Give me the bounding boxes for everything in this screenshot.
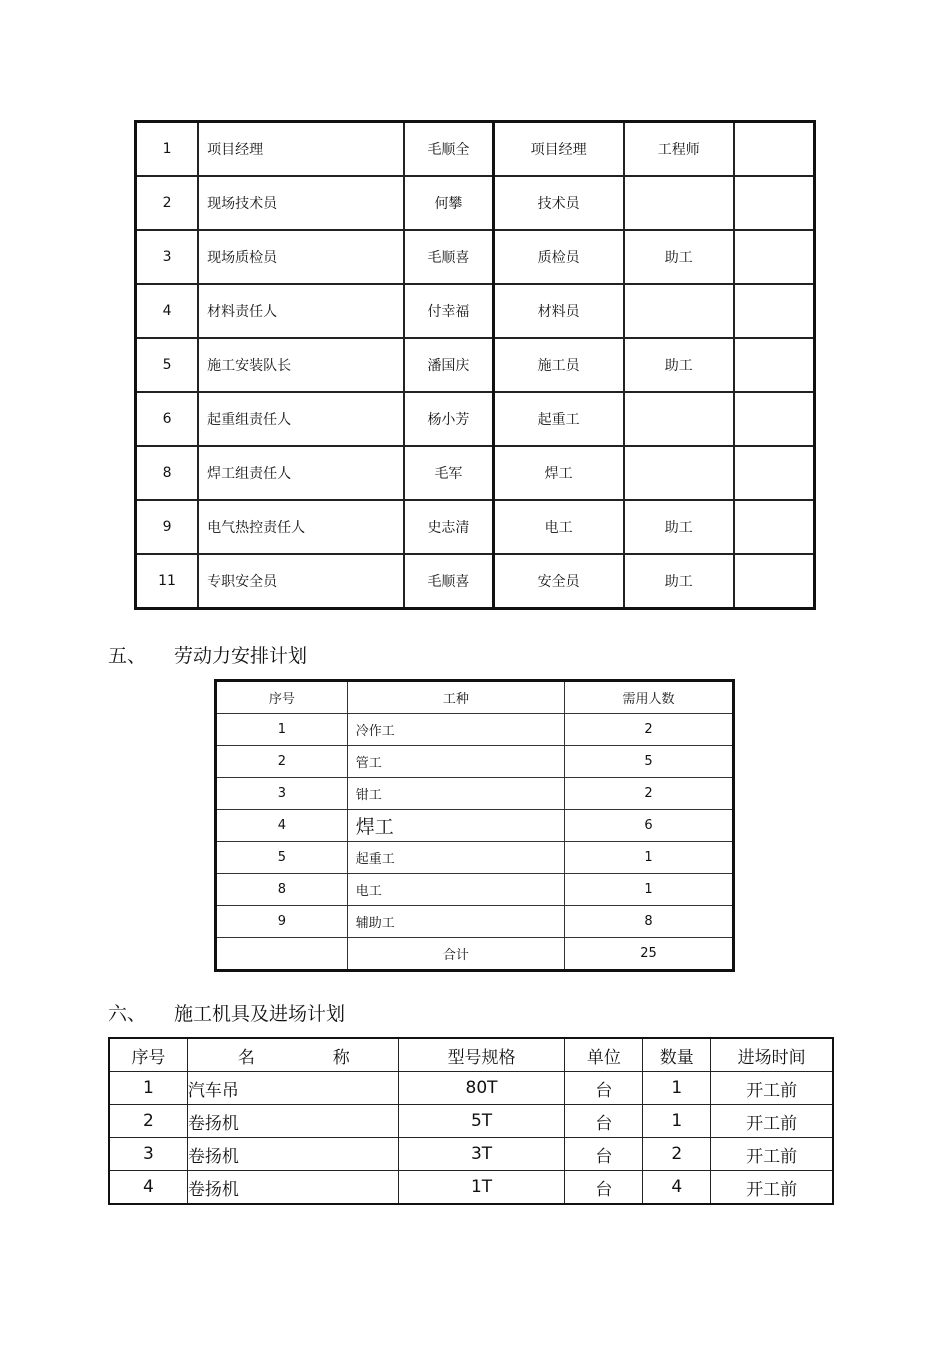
table-row bbox=[136, 176, 815, 230]
title-cell bbox=[624, 284, 734, 338]
note-cell bbox=[734, 122, 815, 177]
spec-cell: 1T bbox=[398, 1171, 565, 1205]
row-number: 3 bbox=[109, 1138, 187, 1171]
arrival-time-cell: 开工前 bbox=[711, 1171, 833, 1205]
note-cell bbox=[734, 230, 815, 284]
table-row bbox=[216, 714, 734, 746]
note-cell bbox=[734, 338, 815, 392]
table-row bbox=[109, 1072, 833, 1105]
total-label: 合计 bbox=[347, 938, 564, 971]
row-number: 2 bbox=[216, 746, 348, 778]
row-number: 3 bbox=[216, 778, 348, 810]
title-cell: 助工 bbox=[624, 338, 734, 392]
table-row bbox=[136, 392, 815, 446]
row-number: 8 bbox=[136, 446, 199, 500]
count-cell: 8 bbox=[564, 906, 733, 938]
arrival-time-cell: 开工前 bbox=[711, 1138, 833, 1171]
column-header: 单位 bbox=[565, 1038, 643, 1072]
equipment-name-cell: 卷扬机 bbox=[187, 1171, 398, 1205]
person-name-cell: 何攀 bbox=[404, 176, 493, 230]
quantity-cell: 2 bbox=[643, 1138, 711, 1171]
table-row bbox=[136, 284, 815, 338]
column-header: 序号 bbox=[216, 681, 348, 714]
person-name-cell: 毛军 bbox=[404, 446, 493, 500]
person-name-cell: 毛顺全 bbox=[404, 122, 493, 177]
section-title: 施工机具及进场计划 bbox=[174, 1003, 346, 1025]
note-cell bbox=[734, 284, 815, 338]
spec-cell: 5T bbox=[398, 1105, 565, 1138]
row-number: 1 bbox=[136, 122, 199, 177]
table-header-row bbox=[109, 1038, 833, 1072]
role-cell: 起重工 bbox=[493, 392, 624, 446]
note-cell bbox=[734, 392, 815, 446]
person-name-cell: 毛顺喜 bbox=[404, 230, 493, 284]
spec-cell: 80T bbox=[398, 1072, 565, 1105]
trade-cell: 钳工 bbox=[347, 778, 564, 810]
table-row bbox=[136, 122, 815, 177]
row-number: 9 bbox=[216, 906, 348, 938]
column-header: 序号 bbox=[109, 1038, 187, 1072]
count-cell: 2 bbox=[564, 714, 733, 746]
count-cell: 6 bbox=[564, 810, 733, 842]
note-cell bbox=[734, 554, 815, 609]
total-row bbox=[216, 938, 734, 971]
position-cell: 现场质检员 bbox=[198, 230, 404, 284]
table-row bbox=[216, 906, 734, 938]
position-cell: 起重组责任人 bbox=[198, 392, 404, 446]
title-cell bbox=[624, 392, 734, 446]
total-value: 25 bbox=[564, 938, 733, 971]
role-cell: 技术员 bbox=[493, 176, 624, 230]
count-cell: 5 bbox=[564, 746, 733, 778]
title-cell bbox=[624, 176, 734, 230]
table-row bbox=[136, 446, 815, 500]
column-header: 型号规格 bbox=[398, 1038, 565, 1072]
title-cell: 助工 bbox=[624, 230, 734, 284]
header-char: 称 bbox=[332, 1047, 350, 1068]
column-header: 工种 bbox=[347, 681, 564, 714]
row-number: 3 bbox=[136, 230, 199, 284]
position-cell: 项目经理 bbox=[198, 122, 404, 177]
trade-cell: 管工 bbox=[347, 746, 564, 778]
note-cell bbox=[734, 446, 815, 500]
count-cell: 2 bbox=[564, 778, 733, 810]
equipment-table bbox=[108, 1037, 834, 1205]
trade-cell: 起重工 bbox=[347, 842, 564, 874]
note-cell bbox=[734, 176, 815, 230]
quantity-cell: 4 bbox=[643, 1171, 711, 1205]
table-row bbox=[136, 338, 815, 392]
quantity-cell: 1 bbox=[643, 1105, 711, 1138]
role-cell: 电工 bbox=[493, 500, 624, 554]
person-name-cell: 杨小芳 bbox=[404, 392, 493, 446]
labour-table bbox=[214, 679, 735, 972]
title-cell: 助工 bbox=[624, 554, 734, 609]
column-header: 需用人数 bbox=[564, 681, 733, 714]
arrival-time-cell: 开工前 bbox=[711, 1105, 833, 1138]
role-cell: 质检员 bbox=[493, 230, 624, 284]
table-header-row bbox=[216, 681, 734, 714]
column-header: 进场时间 bbox=[711, 1038, 833, 1072]
section-heading-labour bbox=[108, 641, 307, 668]
person-name-cell: 史志清 bbox=[404, 500, 493, 554]
trade-cell: 冷作工 bbox=[347, 714, 564, 746]
row-number: 2 bbox=[136, 176, 199, 230]
column-header: 数量 bbox=[643, 1038, 711, 1072]
row-number: 11 bbox=[136, 554, 199, 609]
section-number: 五、 bbox=[108, 645, 147, 667]
table-row bbox=[216, 874, 734, 906]
table-row bbox=[136, 500, 815, 554]
row-number: 5 bbox=[136, 338, 199, 392]
arrival-time-cell: 开工前 bbox=[711, 1072, 833, 1105]
row-number: 6 bbox=[136, 392, 199, 446]
table-row bbox=[136, 554, 815, 609]
table-row bbox=[216, 746, 734, 778]
row-number: 2 bbox=[109, 1105, 187, 1138]
empty-cell bbox=[216, 938, 348, 971]
row-number: 1 bbox=[109, 1072, 187, 1105]
note-cell bbox=[734, 500, 815, 554]
position-cell: 材料责任人 bbox=[198, 284, 404, 338]
title-cell: 助工 bbox=[624, 500, 734, 554]
equipment-name-cell: 卷扬机 bbox=[187, 1138, 398, 1171]
table-row bbox=[136, 230, 815, 284]
equipment-name-cell: 卷扬机 bbox=[187, 1105, 398, 1138]
table-row bbox=[109, 1138, 833, 1171]
unit-cell: 台 bbox=[565, 1072, 643, 1105]
title-cell: 工程师 bbox=[624, 122, 734, 177]
row-number: 8 bbox=[216, 874, 348, 906]
spec-cell: 3T bbox=[398, 1138, 565, 1171]
position-cell: 电气热控责任人 bbox=[198, 500, 404, 554]
trade-cell: 辅助工 bbox=[347, 906, 564, 938]
staff-table bbox=[134, 120, 816, 610]
role-cell: 施工员 bbox=[493, 338, 624, 392]
unit-cell: 台 bbox=[565, 1138, 643, 1171]
table-row bbox=[216, 810, 734, 842]
section-number: 六、 bbox=[108, 1003, 147, 1025]
role-cell: 材料员 bbox=[493, 284, 624, 338]
header-char: 名 bbox=[237, 1047, 255, 1068]
person-name-cell: 潘国庆 bbox=[404, 338, 493, 392]
position-cell: 现场技术员 bbox=[198, 176, 404, 230]
role-cell: 安全员 bbox=[493, 554, 624, 609]
table-row bbox=[216, 842, 734, 874]
row-number: 4 bbox=[109, 1171, 187, 1205]
person-name-cell: 毛顺喜 bbox=[404, 554, 493, 609]
person-name-cell: 付幸福 bbox=[404, 284, 493, 338]
section-title: 劳动力安排计划 bbox=[174, 645, 308, 667]
unit-cell: 台 bbox=[565, 1171, 643, 1205]
equipment-name-cell: 汽车吊 bbox=[187, 1072, 398, 1105]
row-number: 1 bbox=[216, 714, 348, 746]
row-number: 4 bbox=[216, 810, 348, 842]
unit-cell: 台 bbox=[565, 1105, 643, 1138]
table-row bbox=[109, 1105, 833, 1138]
title-cell bbox=[624, 446, 734, 500]
column-header-name bbox=[187, 1038, 398, 1072]
count-cell: 1 bbox=[564, 842, 733, 874]
position-cell: 焊工组责任人 bbox=[198, 446, 404, 500]
row-number: 9 bbox=[136, 500, 199, 554]
trade-cell: 电工 bbox=[347, 874, 564, 906]
table-row bbox=[109, 1171, 833, 1205]
count-cell: 1 bbox=[564, 874, 733, 906]
trade-cell: 焊工 bbox=[347, 810, 564, 842]
quantity-cell: 1 bbox=[643, 1072, 711, 1105]
row-number: 5 bbox=[216, 842, 348, 874]
position-cell: 专职安全员 bbox=[198, 554, 404, 609]
row-number: 4 bbox=[136, 284, 199, 338]
table-row bbox=[216, 778, 734, 810]
role-cell: 焊工 bbox=[493, 446, 624, 500]
section-heading-equipment bbox=[108, 999, 345, 1026]
role-cell: 项目经理 bbox=[493, 122, 624, 177]
position-cell: 施工安装队长 bbox=[198, 338, 404, 392]
